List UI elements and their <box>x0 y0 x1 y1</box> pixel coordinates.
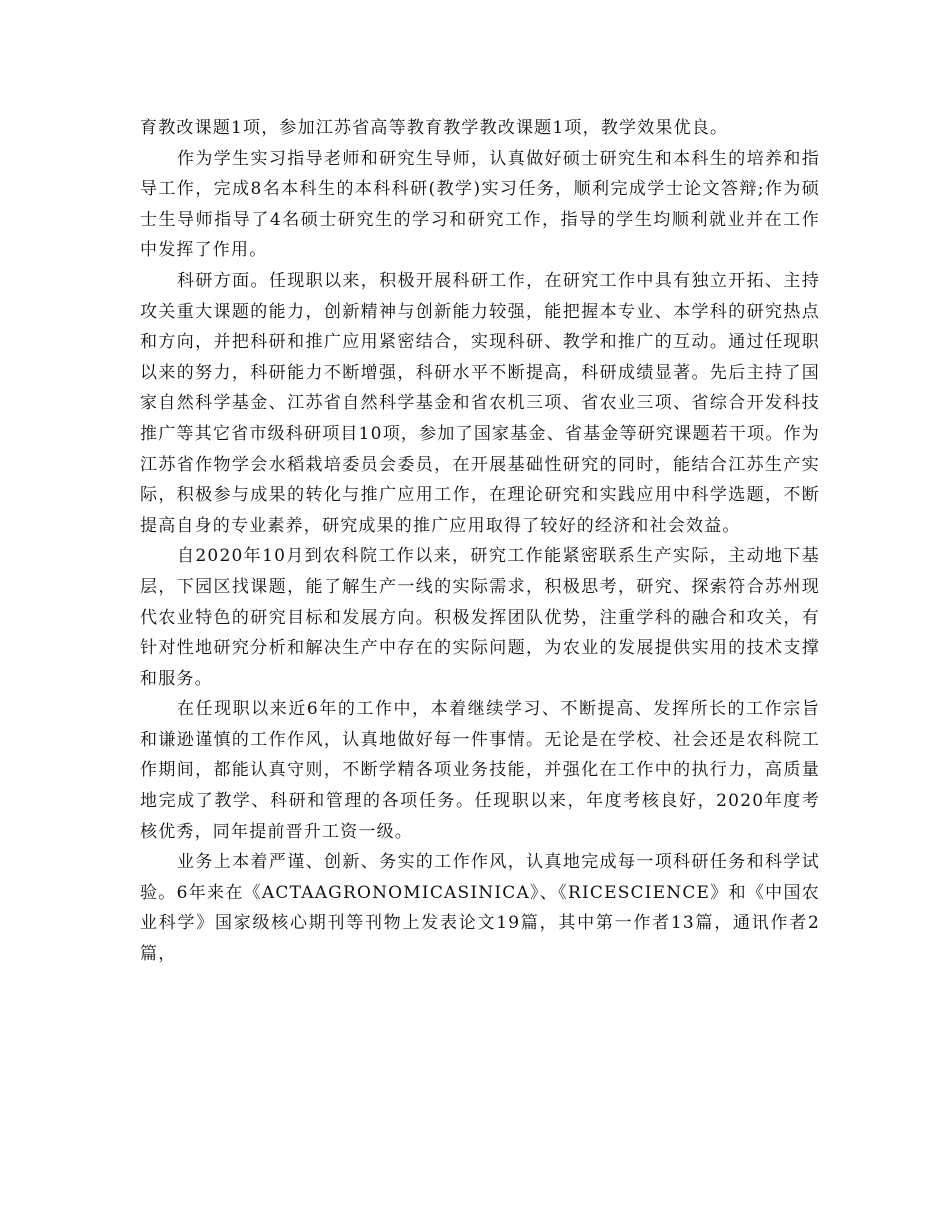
document-body <box>140 113 820 970</box>
paragraph-student-supervision: 作为学生实习指导老师和研究生导师，认真做好硕士研究生和本科生的培养和指导工作，完成8名本科生的本科科研(教学)实习任务，顺利完成学士论文答辩;作为硕士生导师指导了4名硕士研究生的学习和研究工作，指导的学生均顺利就业并在工作中发挥了作用。 <box>140 148 820 261</box>
paragraph-continued: 育教改课题1项，参加江苏省高等教育教学教改课题1项，教学效果优良。 <box>140 118 729 138</box>
paragraph-publications: 业务上本着严谨、创新、务实的工作作风，认真地完成每一项科研任务和科学试验。6年来在《ACTAAGRONOMICASINICA》、《RICESCIENCE》和《中国农业科学》国家级核心期刊等刊物上发表论文19篇，其中第一作者13篇，通讯作者2篇， <box>140 852 820 965</box>
paragraph-academy-work: 自2020年10月到农科院工作以来，研究工作能紧密联系生产实际，主动地下基层，下园区找课题，能了解生产一线的实际需求，积极思考，研究、探索符合苏州现代农业特色的研究目标和发展方向。积极发挥团队优势，注重学科的融合和攻关，有针对性地研究分析和解决生产中存在的实际问题，为农业的发展提供实用的技术支撑和服务。 <box>140 546 820 689</box>
paragraph-research: 科研方面。任现职以来，积极开展科研工作，在研究工作中具有独立开拓、主持攻关重大课题的能力，创新精神与创新能力较强，能把握本专业、本学科的研究热点和方向，并把科研和推广应用紧密结合，实现科研、教学和推广的互动。通过任现职以来的努力，科研能力不断增强，科研水平不断提高，科研成绩显著。先后主持了国家自然科学基金、江苏省自然科学基金和省农机三项、省农业三项、省综合开发科技推广等其它省市级科研项目10项，参加了国家基金、省基金等研究课题若干项。作为江苏省作物学会水稻栽培委员会委员，在开展基础性研究的同时，能结合江苏生产实际，积极参与成果的转化与推广应用工作，在理论研究和实践应用中科学选题，不断提高自身的专业素养，研究成果的推广应用取得了较好的经济和社会效益。 <box>140 270 820 536</box>
paragraph-work-attitude: 在任现职以来近6年的工作中，本着继续学习、不断提高、发挥所长的工作宗旨和谦逊谨慎的工作作风，认真地做好每一件事情。无论是在学校、社会还是农科院工作期间，都能认真守则，不断学精各项业务技能，并强化在工作中的执行力，高质量地完成了教学、科研和管理的各项任务。任现职以来，年度考核良好，2020年度考核优秀，同年提前晋升工资一级。 <box>140 699 820 842</box>
